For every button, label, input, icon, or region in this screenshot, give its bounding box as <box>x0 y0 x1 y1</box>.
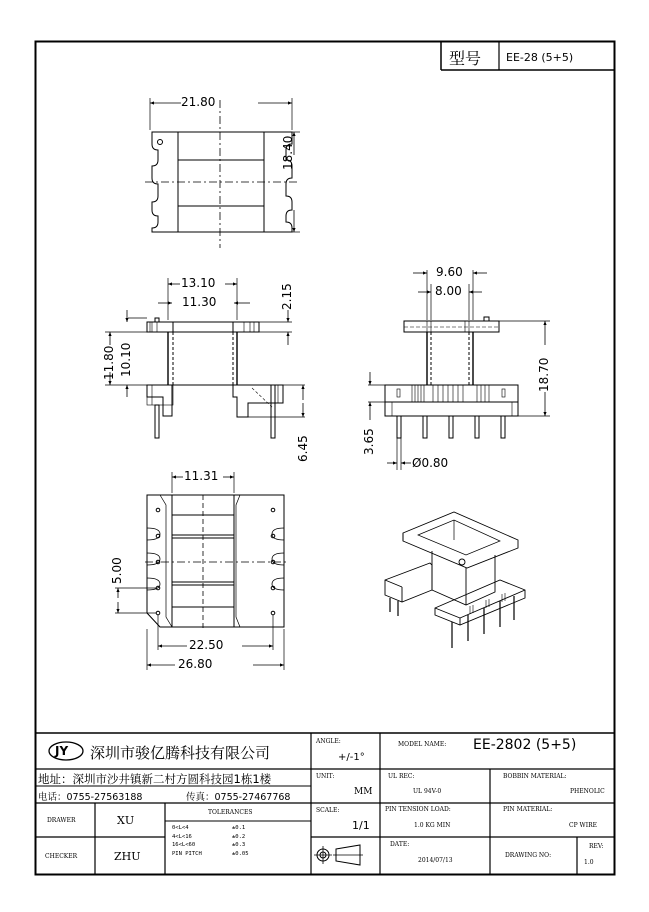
checker-value: ZHU <box>114 850 141 863</box>
checker-label: CHECKER <box>45 853 78 860</box>
tolerance-range-2: 16<L<60 <box>172 842 196 848</box>
model-name-label: MODEL NAME: <box>398 741 447 748</box>
dim-front-outer-height: 11.80 <box>102 345 116 380</box>
date-value: 2014/07/13 <box>418 857 453 864</box>
unit-label: UNIT: <box>316 773 335 780</box>
company-address: 地址：深圳市沙井镇新二村方圆科技园1栋1楼 <box>38 772 272 786</box>
tolerances-label: TOLERANCES <box>208 809 253 816</box>
dim-top-width: 21.80 <box>181 95 216 109</box>
company-name: 深圳市骏亿腾科技有限公司 <box>90 744 271 762</box>
dim-front-inner-width: 11.30 <box>182 295 217 309</box>
ul-rec-label: UL REC: <box>388 773 415 780</box>
dim-front-outer-width: 13.10 <box>181 276 216 290</box>
bobbin-material-label: BOBBIN MATERIAL: <box>503 773 567 780</box>
dim-side-base-height: 3.65 <box>362 428 376 455</box>
projection-symbol-icon <box>312 842 368 868</box>
pin-tension-label: PIN TENSION LOAD: <box>385 806 451 813</box>
unit-value: MM <box>354 787 373 797</box>
tolerance-range-3: PIN PITCH <box>172 850 202 857</box>
tolerance-ranges <box>172 824 202 858</box>
company-logo: JY <box>55 744 69 758</box>
company-fax: 传真：0755-27467768 <box>186 792 291 803</box>
dim-side-outer-width: 9.60 <box>436 265 463 279</box>
dim-side-pin-diameter: Ø0.80 <box>412 456 449 470</box>
tolerance-value-0: ±0.1 <box>232 825 246 831</box>
side-view <box>368 270 550 470</box>
angle-label: ANGLE: <box>316 738 341 745</box>
model-header-label: 型号 <box>449 49 482 68</box>
top-view <box>145 98 300 248</box>
drawing-no-label: DRAWING NO: <box>505 852 552 859</box>
dim-bottom-pin-span: 22.50 <box>189 638 224 652</box>
tolerance-range-0: 0<L<4 <box>172 825 189 831</box>
pin-material-label: PIN MATERIAL: <box>503 806 553 813</box>
dim-side-inner-width: 8.00 <box>435 284 462 298</box>
iso-view <box>385 512 525 648</box>
ul-rec-value: UL 94V-0 <box>413 788 442 795</box>
dim-top-height: 18.40 <box>281 135 295 170</box>
company-phone: 电话：0755-27563188 <box>38 792 143 803</box>
dim-side-total-height: 18.70 <box>537 357 551 392</box>
dim-front-inner-height: 10.10 <box>119 342 133 377</box>
angle-value: +/-1° <box>338 752 365 763</box>
rev-label: REV: <box>589 843 604 850</box>
model-header-value: EE-28 (5+5) <box>506 51 574 64</box>
tolerance-values <box>232 824 249 858</box>
date-label: DATE: <box>390 841 410 848</box>
drawer-value: XU <box>117 814 135 827</box>
dim-front-pin-height: 6.45 <box>296 435 310 462</box>
dim-bottom-window: 11.31 <box>184 469 219 483</box>
tolerance-value-1: ±0.2 <box>232 833 246 840</box>
rev-value: 1.0 <box>584 859 594 866</box>
bobbin-material-value: PHENOLIC <box>570 788 605 795</box>
dim-bottom-overall: 26.80 <box>178 657 213 671</box>
pin-tension-value: 1.0 KG MIN <box>414 822 451 829</box>
tolerance-range-1: 4<L<16 <box>172 833 192 840</box>
model-name-value: EE-2802 (5+5) <box>473 737 577 753</box>
dim-bottom-pin-pitch: 5.00 <box>110 557 124 584</box>
pin-material-value: CP WIRE <box>569 822 597 829</box>
scale-value: 1/1 <box>352 819 370 832</box>
dim-front-flange: 2.15 <box>280 283 294 310</box>
tolerance-value-2: ±0.3 <box>232 842 246 848</box>
scale-label: SCALE: <box>316 807 340 814</box>
tolerance-value-3: ±0.05 <box>232 850 249 857</box>
drawer-label: DRAWER <box>47 817 76 824</box>
